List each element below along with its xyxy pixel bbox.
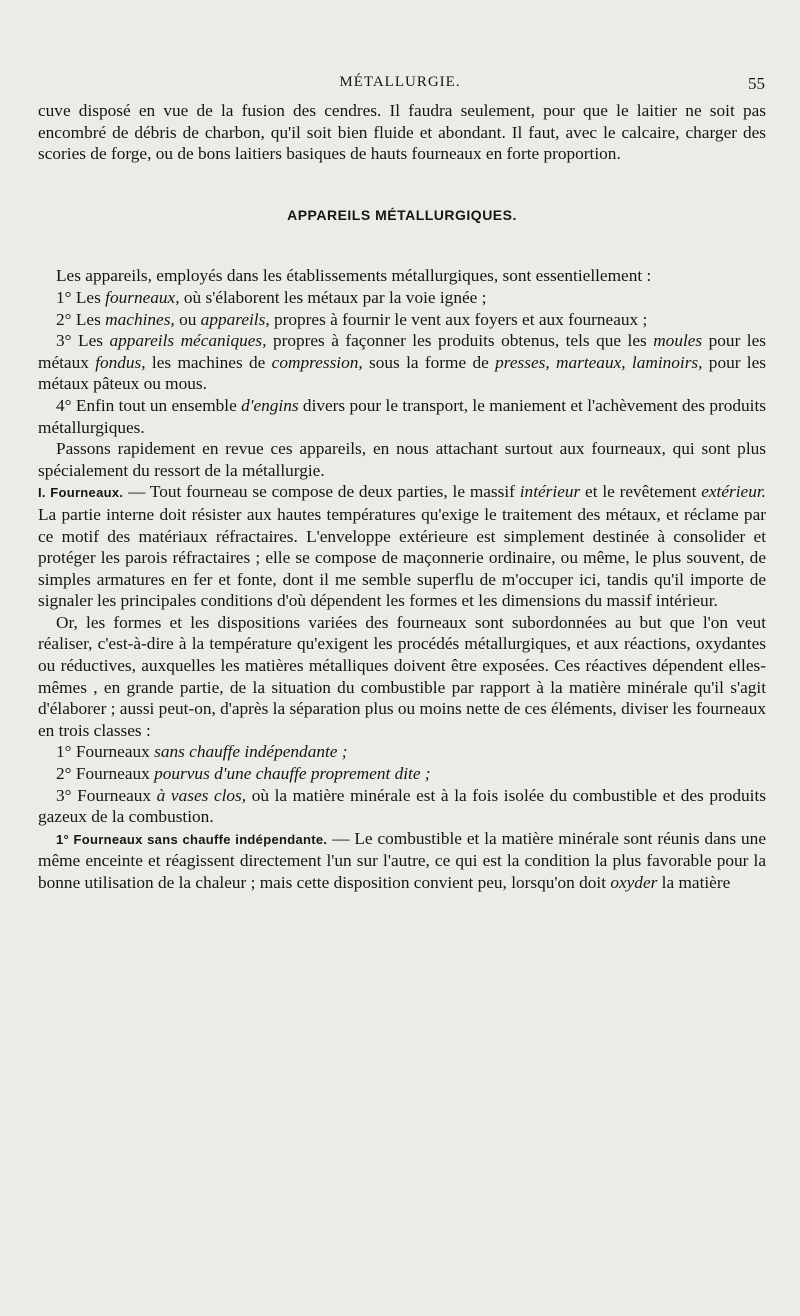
list-item-emphasis: compression,	[271, 352, 363, 372]
list-item-text: 2° Fourneaux	[56, 764, 155, 784]
list-item-text: propres à façonner les produits obtenus, tels que les	[266, 331, 654, 351]
list-item-emphasis: fondus,	[95, 352, 146, 372]
paragraph-text: et le revêtement	[580, 482, 702, 502]
paragraph-fourneaux	[38, 481, 766, 612]
list-item-classe-2	[38, 763, 766, 785]
list-item-emphasis: appareils mécaniques,	[109, 331, 267, 351]
paragraph-text: — Tout fourneau se compose de deux parties, le massif	[123, 482, 520, 502]
section-run-in-title: I. Fourneaux.	[38, 485, 124, 501]
list-item-emphasis: appareils,	[200, 309, 270, 329]
paragraph-sans-chauffe	[38, 828, 766, 894]
list-item-emphasis: fourneaux,	[105, 287, 180, 307]
section-heading: APPAREILS MÉTALLURGIQUES.	[287, 206, 517, 223]
list-item-text: ou	[174, 309, 201, 329]
paragraph-text: La partie interne doit résister aux hautes températures qu'exige le traitement des métaux, et réclame par ce motif des matériaux réfractaires. L'enveloppe extérieure est simplement destinée à consolider et protéger les parois réfractaires ; elle se compose de maçonnerie ordinaire, ou même, le plus souvent, de simples armatures en fer et fonte, dont il me semble superflu de m'occuper ici, tandis qu'il importe de signaler les principales conditions d'où dépendent les formes et les dimensions du massif intérieur.	[38, 504, 766, 611]
list-item-text: pour les métaux pâteux ou mous.	[38, 352, 766, 394]
list-item-emphasis: à vases clos,	[156, 785, 247, 805]
body-text	[38, 100, 766, 894]
list-item-emphasis: moules	[653, 331, 703, 351]
paragraph-text: — Le combustible et la matière minérale sont réunis dans une même enceinte et réagissent directement l'un sur l'autre, ce qui est la condition la plus favorable pour la bonne utilisation de la chaleur ; mais cette disposition convient peu, lorsqu'on doit	[38, 828, 766, 892]
page-number: 55	[748, 74, 765, 93]
list-item-text: les machines de	[145, 352, 272, 372]
list-item-classe-1	[38, 741, 766, 763]
list-item-text: 3° Les	[56, 331, 110, 351]
list-item-appareils-mecaniques	[38, 330, 766, 395]
list-item-text: 4° Enfin tout un ensemble	[56, 395, 242, 415]
section-run-in-title: 1° Fourneaux sans chauffe indépendante.	[56, 831, 328, 847]
list-item-emphasis: d'engins	[241, 395, 299, 415]
paragraph-text: la matière	[657, 873, 731, 892]
list-item-emphasis: presses, marteaux, laminoirs,	[495, 352, 703, 372]
paragraph-emphasis: intérieur	[519, 482, 581, 502]
paragraph-intro: Les appareils, employés dans les établissements métallurgiques, sont essentiellement :	[56, 266, 652, 286]
list-item-machines	[38, 309, 766, 331]
list-item-fourneaux	[38, 287, 766, 309]
list-item-text: divers pour le transport, le maniement et l'achèvement des produits métallurgiques.	[38, 395, 766, 437]
list-item-text: 1° Les	[56, 287, 106, 307]
list-item-text: 2° Les	[56, 309, 106, 329]
list-item-text: sous la forme de	[362, 352, 496, 372]
running-title: MÉTALLURGIE.	[339, 74, 461, 90]
paragraph-emphasis: extérieur.	[701, 482, 766, 502]
running-head	[0, 74, 800, 96]
list-item-emphasis: machines,	[105, 309, 175, 329]
list-item-text: où la matière minérale est à la fois isolée du combustible et des produits gazeux de la combustion.	[38, 785, 766, 827]
list-item-text: 3° Fourneaux	[56, 785, 157, 805]
list-item-text: 1° Fourneaux	[56, 742, 155, 762]
list-item-text: où s'élaborent les métaux par la voie ignée ;	[179, 287, 487, 307]
paragraph-passons: Passons rapidement en revue ces appareils, en nous attachant surtout aux fourneaux, qui sont plus spécialement du ressort de la métallurgie.	[38, 439, 766, 480]
paragraph-continuation: cuve disposé en vue de la fusion des cendres. Il faudra seulement, pour que le laitier ne soit pas encombré de débris de charbon, qu'il soit bien fluide et abondant. Il faut, avec le calcaire, charger des scories de forge, ou de bons laitiers basiques de hauts fourneaux en forte proportion.	[38, 101, 766, 164]
list-item-text: propres à fournir le vent aux foyers et aux fourneaux ;	[269, 309, 648, 329]
list-item-text: pour les métaux	[38, 331, 766, 372]
list-item-emphasis: sans chauffe indépendante ;	[154, 742, 348, 762]
paragraph-emphasis: oxyder	[610, 873, 658, 892]
list-item-emphasis: pourvus d'une chauffe proprement dite ;	[154, 764, 431, 784]
paragraph-formes: Or, les formes et les dispositions variées des fourneaux sont subordonnées au but que l'on veut réaliser, c'est-à-dire à la température qu'exigent les procédés métallurgiques, et aux réactions, oxydantes ou réductives, auxquelles les matières métalliques doivent être exposées. Ces réactives dépendent elles-mêmes , en grande partie, de la situation du combustible par rapport à la matière minérale qu'il s'agit d'élaborer ; aussi peut-on, d'après la séparation plus ou moins nette de ces éléments, diviser les fourneaux en trois classes :	[38, 612, 766, 740]
list-item-classe-3	[38, 785, 766, 828]
list-item-engins	[38, 395, 766, 438]
